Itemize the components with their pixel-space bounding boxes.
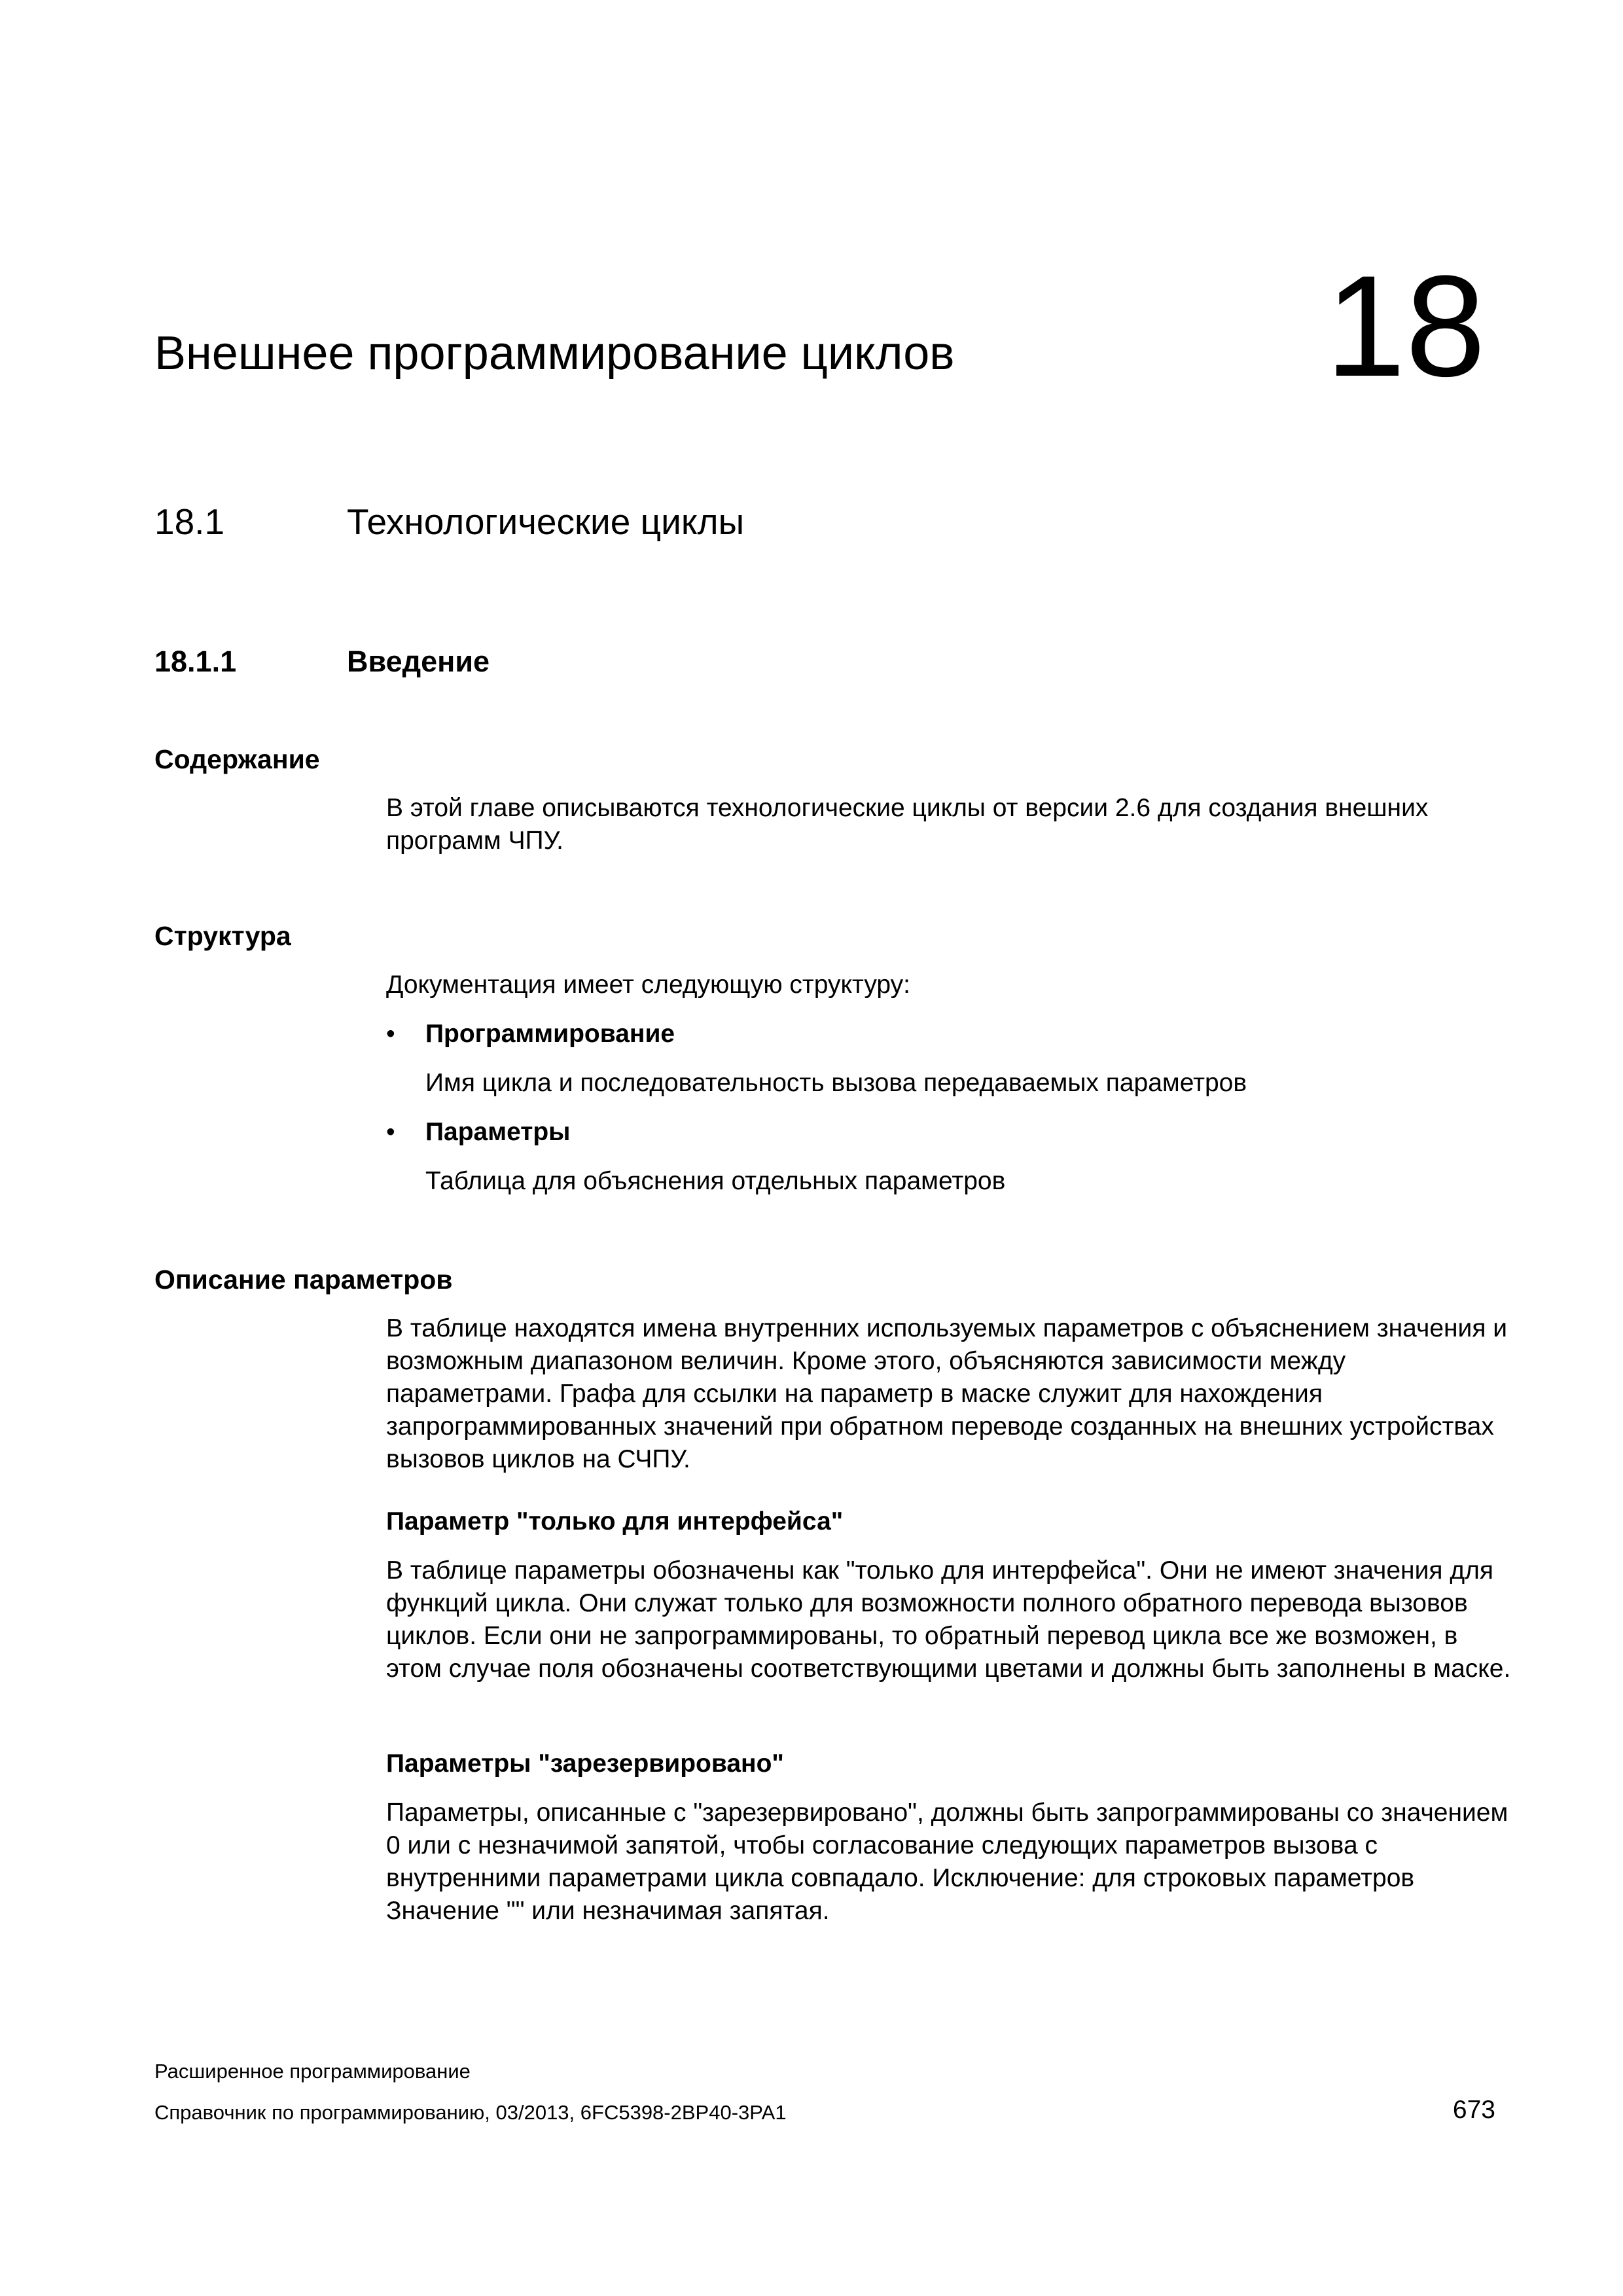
- section-title: Технологические циклы: [347, 501, 745, 542]
- params-description-text: В таблице находятся имена внутренних используемых параметров с объяснением значения и возможным диапазоном величин. Кроме этого, объясняются зависимости между параметрами. Графа для ссылки на параметр в маске служит для нахождения запрограммированных значений при обратном переводе созданных на внешних устройствах вызовов циклов на СЧПУ.: [386, 1314, 1508, 1473]
- reserved-text: Параметры, описанные с "зарезервировано", должны быть запрограммированы со значением 0 или с незначимой запятой, чтобы согласование следующих параметров вызова с внутренними параметрами цикла совпадало. Исключение: для строковых параметров Значение "" или незначимая запятая.: [386, 1799, 1508, 1925]
- chapter-number: 18: [1325, 245, 1486, 406]
- content-text: В этой главе описываются технологические циклы от версии 2.6 для создания внешних программ ЧПУ.: [386, 794, 1429, 855]
- bullet-icon: •: [386, 1020, 395, 1048]
- structure-heading: Структура: [154, 921, 291, 951]
- page-number: 673: [1452, 2096, 1495, 2124]
- subsection-number: 18.1.1: [154, 645, 237, 678]
- interface-only-heading: Параметр "только для интерфейса": [386, 1507, 844, 1535]
- params-description-heading: Описание параметров: [154, 1265, 453, 1295]
- list-item-label: Параметры: [425, 1118, 571, 1146]
- section-number: 18.1: [154, 501, 225, 542]
- subsection-title: Введение: [347, 645, 490, 678]
- list-item-description: Имя цикла и последовательность вызова передаваемых параметров: [425, 1069, 1247, 1097]
- list-item-description: Таблица для объяснения отдельных параметров: [425, 1167, 1006, 1195]
- footer-document-info: Справочник по программированию, 03/2013, 6FC5398-2BP40-3PA1: [154, 2101, 787, 2124]
- reserved-heading: Параметры "зарезервировано": [386, 1749, 784, 1778]
- interface-only-text: В таблице параметры обозначены как "только для интерфейса". Они не имеют значения для функций цикла. Они служат только для возможности полного обратного перевода вызовов циклов. Если они не запрограммированы, то обратный перевод цикла все же возможен, в этом случае поля обозначены соответствующими цветами и должны быть заполнены в маске.: [386, 1556, 1511, 1683]
- structure-intro: Документация имеет следующую структуру:: [386, 971, 910, 999]
- footer-document-title: Расширенное программирование: [154, 2060, 471, 2083]
- content-heading: Содержание: [154, 744, 320, 774]
- bullet-icon: •: [386, 1118, 395, 1146]
- list-item-label: Программирование: [425, 1020, 675, 1048]
- chapter-title: Внешнее программирование циклов: [154, 327, 955, 380]
